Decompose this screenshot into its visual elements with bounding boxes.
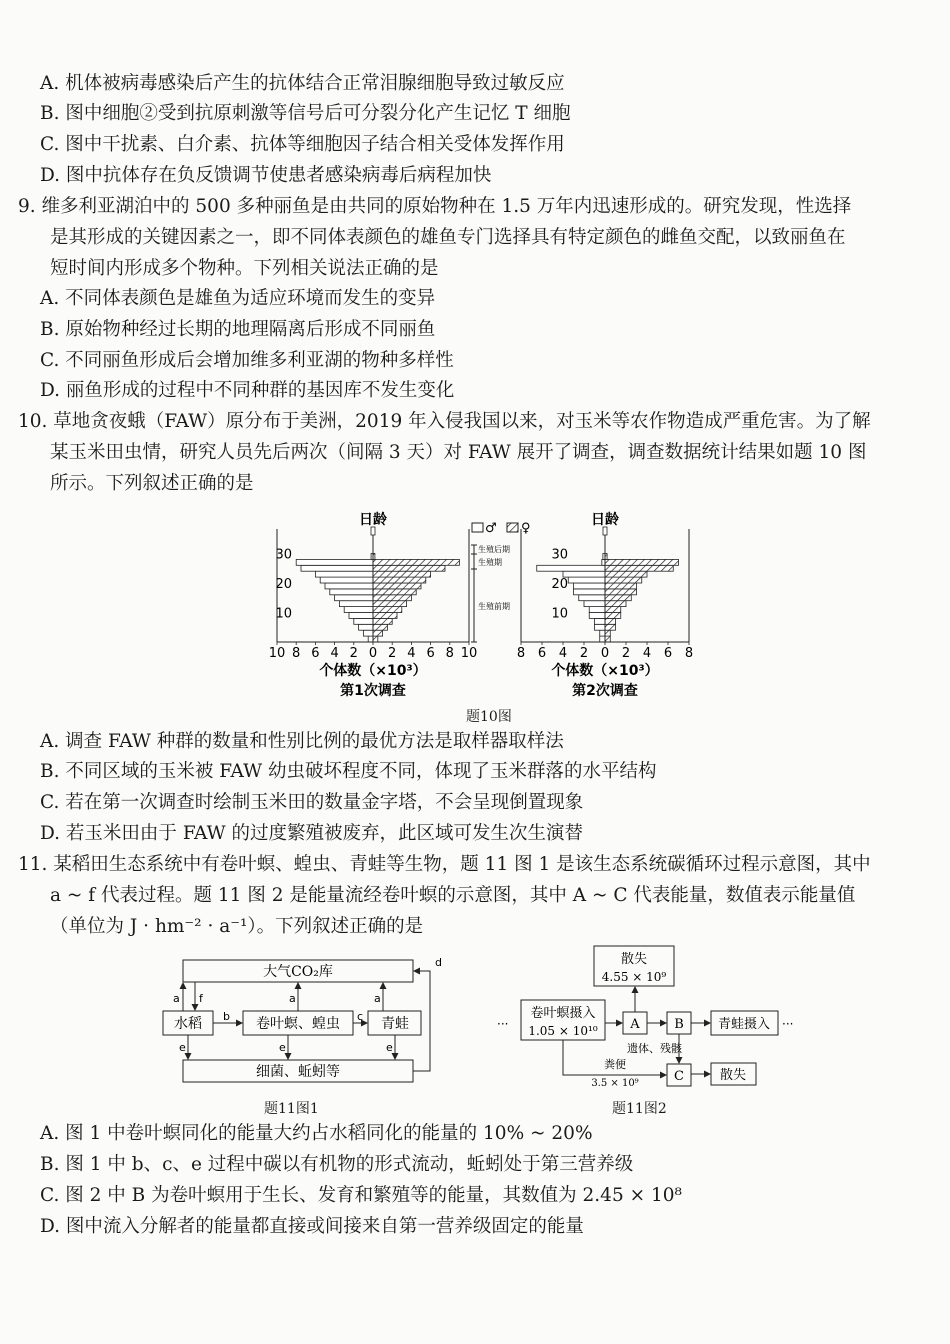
bar-male-12 — [589, 607, 605, 613]
x-axis-label: 个体数（×10³） — [551, 663, 659, 679]
bar-male-6 — [595, 624, 606, 630]
fig10-caption: 题10图 — [466, 709, 512, 725]
x-tick-label: 4 — [407, 646, 416, 661]
decomposer-label: 细菌、蚯蚓等 — [256, 1064, 340, 1080]
chart2 — [517, 511, 693, 699]
q9-stem-line3: 短时间内形成多个物种。下列相关说法正确的是 — [50, 258, 439, 279]
y-axis-label: 日龄 — [359, 512, 387, 528]
bar-male-14 — [584, 601, 605, 607]
chart-title: 第2次调查 — [572, 683, 638, 699]
label-a1: a — [173, 992, 180, 1005]
q11-stem-line3: （单位为 J · hm⁻² · a⁻¹）。下列叙述正确的是 — [50, 916, 424, 937]
bar-male-8 — [354, 618, 373, 624]
q8-option-c: C. 图中干扰素、白介素、抗体等细胞因子结合相关受体发挥作用 — [40, 134, 565, 155]
bar-female-10 — [373, 613, 397, 619]
insects-label: 卷叶螟、蝗虫 — [256, 1016, 340, 1032]
B-label: B — [674, 1017, 684, 1032]
legend-male-label: ♂ — [485, 521, 497, 536]
stage-post: 生殖后期 — [478, 545, 510, 554]
ellipsis-left: ··· — [497, 1017, 509, 1031]
bar-female-6 — [373, 624, 387, 630]
bar-female-12 — [373, 607, 402, 613]
q11-option-d: D. 图中流入分解者的能量都直接或间接来自第一营养级固定的能量 — [40, 1216, 584, 1237]
bar-male-10 — [349, 613, 373, 619]
bar-female-20 — [605, 583, 637, 589]
bar-male-18 — [574, 589, 606, 595]
q10-option-b: B. 不同区域的玉米被 FAW 幼虫破坏程度不同，体现了玉米群落的水平结构 — [40, 761, 657, 782]
co2-label: 大气CO₂库 — [263, 964, 333, 980]
bar-male-6 — [359, 624, 373, 630]
stage-repro: 生殖期 — [478, 558, 502, 567]
x-tick-label: 10 — [460, 646, 478, 661]
bar-male-2 — [368, 636, 373, 642]
label-e2: e — [279, 1041, 286, 1054]
fig10-population-pyramids — [260, 505, 700, 705]
x-tick-label: 6 — [663, 646, 673, 661]
legend-male-swatch — [472, 523, 483, 532]
q9-option-d: D. 丽鱼形成的过程中不同种群的基因库不发生变化 — [40, 380, 455, 401]
bar-male-26 — [301, 565, 373, 571]
q8-option-b: B. 图中细胞②受到抗原刺激等信号后可分裂分化产生记忆 T 细胞 — [40, 103, 571, 124]
chart-title: 第1次调查 — [340, 683, 406, 699]
bar-male-24 — [563, 571, 605, 577]
x-tick-label: 0 — [600, 646, 610, 661]
bar-male-18 — [330, 589, 373, 595]
bar-male-22 — [568, 577, 605, 583]
y-axis-label: 日龄 — [591, 512, 619, 528]
q11-stem-line1: 11. 某稻田生态系统中有卷叶螟、蝗虫、青蛙等生物，题 11 图 1 是该生态系统碳循环过程示意图，其中 — [18, 854, 871, 875]
bar-female-4 — [605, 630, 610, 636]
label-c: c — [357, 1010, 364, 1023]
q9-stem-line1: 9. 维多利亚湖泊中的 500 多种丽鱼是由共同的原始物种在 1.5 万年内迅速形成的。研究发现，性选择 — [18, 196, 852, 217]
q11-stem-line2: a ~ f 代表过程。题 11 图 2 是能量流经卷叶螟的示意图，其中 A ~ C 代表能量，数值表示能量值 — [50, 885, 856, 906]
fig11-2-caption: 题11图2 — [612, 1101, 667, 1117]
q9-stem-line2: 是其形成的关键因素之一，即不同体表颜色的雄鱼专门选择具有特定颜色的雌鱼交配，以致丽鱼在 — [50, 227, 846, 248]
bar-female-2 — [373, 636, 378, 642]
bar-female-16 — [373, 595, 411, 601]
remains-label: 遗体、残骸 — [627, 1042, 682, 1055]
x-tick-label: 2 — [388, 646, 397, 661]
C-label: C — [674, 1069, 684, 1084]
x-tick-label: 6 — [311, 646, 320, 661]
q8-option-d: D. 图中抗体存在负反馈调节使患者感染病毒后病程加快 — [40, 165, 492, 186]
x-tick-label: 8 — [445, 646, 454, 661]
bar-male-20 — [574, 583, 606, 589]
x-tick-label: 2 — [579, 646, 589, 661]
chart1 — [269, 511, 478, 699]
bar-male-22 — [320, 577, 373, 583]
x-tick-label: 10 — [268, 646, 286, 661]
bar-female-14 — [373, 601, 407, 607]
bar-female-2 — [605, 636, 610, 642]
bar-female-6 — [605, 624, 616, 630]
feces-value: 3.5 × 10⁹ — [591, 1078, 639, 1089]
bar-female-22 — [373, 577, 426, 583]
bar-female-24 — [373, 571, 431, 577]
y-tick-label: 10 — [275, 606, 292, 622]
bar-male-4 — [600, 630, 605, 636]
bar-male-20 — [325, 583, 373, 589]
bar-female-28 — [605, 559, 679, 565]
A-label: A — [630, 1017, 640, 1032]
q11-option-b: B. 图 1 中 b、c、e 过程中碳以有机物的形式流动，蚯蚓处于第三营养级 — [40, 1154, 634, 1175]
bar-female-28 — [373, 559, 459, 565]
label-a2: a — [289, 992, 296, 1005]
frog-intake-label: 青蛙摄入 — [717, 1017, 771, 1032]
bar-male-16 — [579, 595, 605, 601]
x-tick-label: 4 — [642, 646, 652, 661]
label-a3: a — [374, 992, 381, 1005]
bar-female-4 — [373, 630, 383, 636]
x-tick-label: 8 — [292, 646, 301, 661]
bar-female-14 — [605, 601, 626, 607]
axis-tip — [603, 527, 607, 535]
chart-legend — [472, 521, 531, 536]
y-tick-label: 30 — [275, 547, 292, 563]
fig11-1-caption: 题11图1 — [264, 1101, 319, 1117]
bar-male-10 — [589, 613, 605, 619]
bar-male-26 — [537, 565, 605, 571]
x-tick-label: 2 — [349, 646, 358, 661]
x-tick-label: 6 — [426, 646, 435, 661]
x-tick-label: 8 — [516, 646, 526, 661]
bar-female-8 — [373, 618, 392, 624]
x-tick-label: 4 — [330, 646, 339, 661]
y-tick-label: 20 — [551, 577, 568, 592]
label-d: d — [435, 956, 442, 969]
legend-female-swatch — [507, 523, 518, 532]
x-tick-label: 4 — [558, 646, 568, 661]
intake-label: 卷叶螟摄入 — [530, 1006, 596, 1021]
intake-value: 1.05 × 10¹⁰ — [528, 1024, 598, 1038]
y-tick-label: 30 — [551, 547, 568, 563]
bar-female-26 — [373, 565, 445, 571]
bar-female-12 — [605, 607, 621, 613]
feces-label: 粪便 — [604, 1058, 626, 1071]
y-tick-label: 10 — [551, 606, 568, 622]
q11-option-a: A. 图 1 中卷叶螟同化的能量大约占水稻同化的能量的 10% ~ 20% — [40, 1123, 593, 1144]
stage-pre: 生殖前期 — [478, 602, 510, 611]
bar-male-8 — [595, 618, 606, 624]
label-b: b — [223, 1010, 230, 1023]
label-e3: e — [386, 1041, 393, 1054]
stage-brackets — [471, 545, 477, 642]
bar-male-12 — [344, 607, 373, 613]
x-tick-label: 0 — [368, 646, 378, 661]
bar-female-18 — [373, 589, 416, 595]
q9-option-b: B. 原始物种经过长期的地理隔离后形成不同丽鱼 — [40, 319, 436, 340]
label-e1: e — [179, 1041, 186, 1054]
bar-female-16 — [605, 595, 631, 601]
bar-female-10 — [605, 613, 621, 619]
x-tick-label: 6 — [537, 646, 547, 661]
fig11-2-energy-flow — [490, 940, 835, 1090]
lost-top-value: 4.55 × 10⁹ — [601, 970, 667, 984]
q10-stem-line1: 10. 草地贪夜蛾（FAW）原分布于美洲，2019 年入侵我国以来，对玉米等农作物造成严重危害。为了解 — [18, 411, 871, 432]
label-f: f — [199, 992, 203, 1005]
bar-male-24 — [315, 571, 373, 577]
bar-male-2 — [600, 636, 605, 642]
rice-label: 水稻 — [174, 1016, 202, 1032]
q10-stem-line3: 所示。下列叙述正确的是 — [50, 473, 254, 494]
x-tick-label: 8 — [684, 646, 694, 661]
bar-male-14 — [339, 601, 373, 607]
q9-option-a: A. 不同体表颜色是雄鱼为适应环境而发生的变异 — [40, 288, 436, 309]
q11-option-c: C. 图 2 中 B 为卷叶螟用于生长、发育和繁殖等的能量，其数值为 2.45 × 10⁸ — [40, 1185, 682, 1206]
x-tick-label: 2 — [621, 646, 631, 661]
bar-female-26 — [605, 565, 673, 571]
q10-stem-line2: 某玉米田虫情，研究人员先后两次（间隔 3 天）对 FAW 展开了调查，调查数据统计结果如题 10 图 — [50, 442, 867, 463]
bar-male-16 — [335, 595, 373, 601]
lost-bottom-label: 散失 — [719, 1068, 747, 1083]
lost-top-label: 散失 — [620, 952, 648, 967]
bar-male-28 — [296, 559, 373, 565]
bar-male-4 — [363, 630, 373, 636]
q10-option-a: A. 调查 FAW 种群的数量和性别比例的最优方法是取样器取样法 — [40, 731, 564, 752]
ellipsis-right: ··· — [782, 1017, 794, 1031]
bar-female-24 — [605, 571, 647, 577]
x-axis-label: 个体数（×10³） — [319, 663, 427, 679]
q10-option-d: D. 若玉米田由于 FAW 的过度繁殖被废弃，此区域可发生次生演替 — [40, 823, 584, 844]
bar-female-18 — [605, 589, 637, 595]
q10-option-c: C. 若在第一次调查时绘制玉米田的数量金字塔，不会呈现倒置现象 — [40, 792, 584, 813]
q8-option-a: A. 机体被病毒感染后产生的抗体结合正常泪腺细胞导致过敏反应 — [40, 73, 565, 94]
bar-female-20 — [373, 583, 421, 589]
y-tick-label: 20 — [275, 577, 292, 592]
legend-female-label: ♀ — [521, 521, 531, 536]
bar-female-22 — [605, 577, 642, 583]
bar-female-8 — [605, 618, 616, 624]
frog-label: 青蛙 — [381, 1016, 409, 1032]
axis-tip — [371, 527, 375, 535]
q9-option-c: C. 不同丽鱼形成后会增加维多利亚湖的物种多样性 — [40, 350, 454, 371]
fig11-1-carbon-cycle — [155, 950, 445, 1095]
